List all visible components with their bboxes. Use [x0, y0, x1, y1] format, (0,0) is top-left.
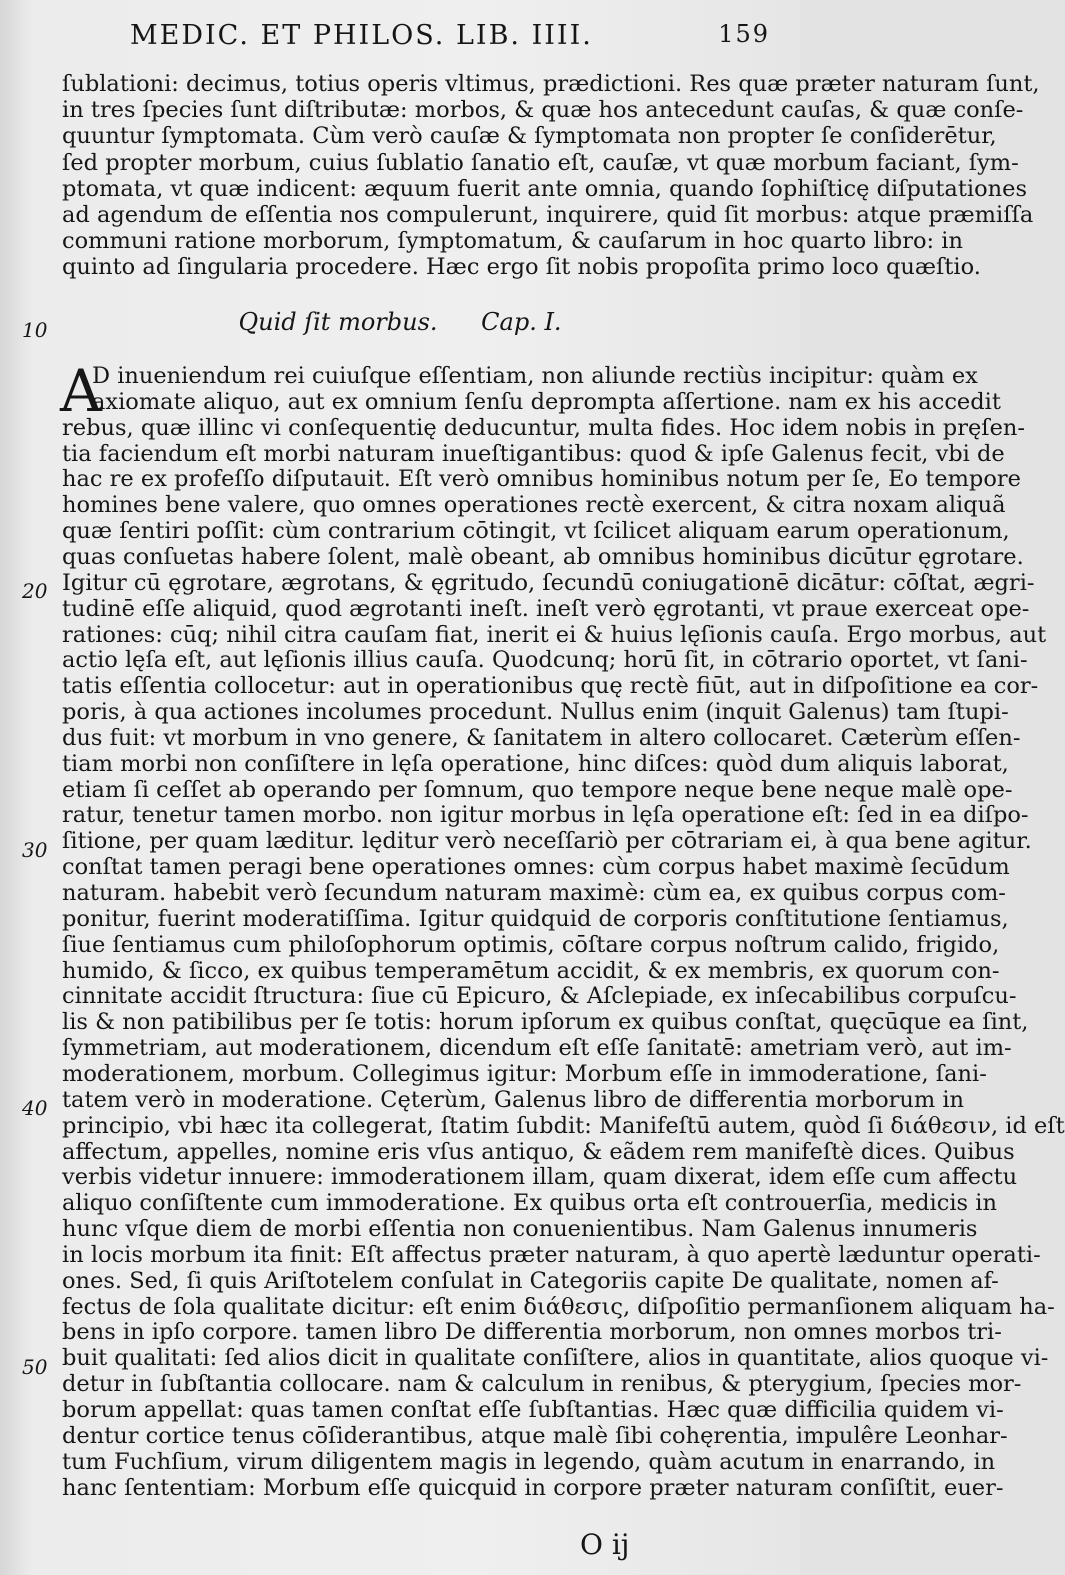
text-line: tatem verò in moderatione. Cęterùm, Galenus libro de differentia morborum in	[62, 1086, 965, 1113]
text-line: tia faciendum eſt morbi naturam inueſtigantibus: quod & ipſe Galenus fecit, vbi de	[62, 440, 1005, 467]
text-line: affectum, appelles, nomine eris vſus antiquo, & eãdem rem manifeſtè dices. Quibus	[62, 1138, 1015, 1165]
text-line: etiam ſi ceſſet ab operando per ſomnum, quo tempore neque bene neque malè ope-	[62, 776, 1013, 803]
text-line: ſublationi: decimus, totius operis vltimus, prædictioni. Res quæ præter naturam ſunt,	[62, 71, 1040, 97]
text-line: buit qualitati: ſed alios dicit in qualitate conſiſtere, alios in quantitate, alios quoque vi-	[62, 1345, 1049, 1372]
text-line: hunc vſque diem de morbi eſſentia non conuenientibus. Nam Galenus innumeris	[62, 1216, 978, 1243]
text-line: communi ratione morborum, ſymptomatum, & cauſarum in hoc quarto libro: in	[62, 228, 963, 255]
text-line: conſtat tamen peragi bene operationes omnes: cùm corpus habet maximè ſecūdum	[62, 854, 1010, 881]
text-line: Igitur cū ęgrotare, ægrotans, & ęgritudo, ſecundū coniugationē dicātur: cōſtat, ægri-	[62, 569, 1035, 596]
text-line: aliquo conſiſtente cum immoderatione. Ex quibus orta eſt controuerſia, medicis in	[62, 1190, 997, 1217]
text-line: bens in ipſo corpore. tamen libro De differentia morborum, non omnes morbos tri-	[62, 1319, 1002, 1346]
text-line: in locis morbum ita finit: Eſt affectus præter naturam, à quo apertè læduntur operati-	[62, 1241, 1041, 1268]
text-line: ptomata, vt quæ indicent: æquum fuerit ante omnia, quando ſophiſticę diſputationes	[62, 175, 1027, 202]
text-line: ponitur, fuerint moderatiſſima. Igitur quidquid de corporis conſtitutione ſentiamus,	[62, 905, 1009, 932]
line-number-margin: 10	[22, 318, 48, 342]
text-line: ſitione, per quam læditur. lęditur verò neceſſariò per cōtrariam ei, à qua bene agitur.	[62, 828, 1032, 855]
text-line: tum Fuchſium, virum diligentem magis in legendo, quàm acutum in enarrando, in	[62, 1448, 996, 1475]
text-line: hac re ex profeſſo diſputauit. Eſt verò omnibus hominibus notum per ſe, Eo tempore	[62, 466, 1021, 493]
text-line: lis & non patibilibus per ſe totis: horum ipſorum ex quibus conſtat, quęcūque ea ſint,	[62, 1009, 1029, 1036]
text-line: fectus de ſola qualitate dicitur: eſt enim διάθεσις, diſpoſitio permanſionem aliquam ha-	[62, 1293, 1055, 1320]
text-line: naturam. habebit verò ſecundum naturam maximè: cùm ea, ex quibus corpus com-	[62, 880, 1006, 906]
signature-mark: O ij	[580, 1528, 630, 1561]
text-line: in tres ſpecies ſunt diſtributæ: morbos, & quæ hos antecedunt cauſas, & quæ conſe-	[62, 97, 1024, 124]
text-line: tatis eſſentia collocetur: aut in operationibus quę rectè fiūt, aut in diſpoſitione ea cor-	[62, 673, 1039, 700]
running-title: MEDIC. ET PHILOS. LIB. IIII.	[130, 20, 593, 51]
line-number-margin: 30	[22, 838, 48, 862]
text-line: quas conſuetas habere ſolent, malè obeant, ab omnibus hominibus dicūtur ęgrotare.	[62, 543, 1024, 570]
text-line: rationes: cūq; nihil citra cauſam fiat, inerit ei & huius lęſionis cauſa. Ergo morbus, aut	[62, 621, 1047, 648]
text-line: moderationem, morbum. Collegimus igitur: Morbum eſſe in immoderatione, ſani-	[62, 1060, 987, 1087]
text-line: D inueniendum rei cuiuſque eſſentiam, non aliunde rectiùs incipitur: quàm ex	[92, 363, 978, 389]
text-line: ad agendum de eſſentia nos compulerunt, inquirere, quid ſit morbus: atque præmiſſa	[62, 202, 1034, 228]
text-line: detur in ſubſtantia collocare. nam & calculum in renibus, & pterygium, ſpecies mor-	[62, 1371, 1022, 1398]
text-line: homines bene valere, quo omnes operationes rectè exercent, & citra noxam aliquã	[62, 492, 1006, 519]
chapter-heading	[0, 308, 800, 336]
text-line: ratur, tenetur tamen morbo. non igitur morbus in lęſa operatione eſt: ſed in ea diſpo-	[62, 802, 1029, 829]
text-line: verbis videtur innuere: immoderationem illam, quam dixerat, idem eſſe cum affectu	[62, 1164, 1018, 1191]
text-line: axiomate aliquo, aut ex omnium ſenſu deprompta aſſertione. nam ex his accedit	[92, 388, 1001, 415]
text-line: humido, & ſicco, ex quibus temperamētum accidit, & ex membris, ex quorum con-	[62, 957, 1000, 984]
chapter-title: Quid ſit morbus.	[238, 308, 438, 336]
text-line: poris, à qua actiones incolumes procedunt. Nullus enim (inquit Galenus) tam ſtupi-	[62, 699, 1009, 726]
text-line: ſiue ſentiamus cum philoſophorum optimis, cōſtare corpus noſtrum calido, frigido,	[62, 931, 1000, 958]
text-line: ſymmetriam, aut moderationem, dicendum eſt eſſe ſanitatē: ametriam verò, aut im-	[62, 1035, 1012, 1062]
text-line: tiam morbi non conſiſtere in lęſa operatione, hinc diſces: quòd dum aliquis laborat,	[62, 750, 1009, 777]
text-line: actio lęſa eſt, aut lęſionis illius cauſa. Quodcunq; horū ſit, in cōtrario oportet, vt ſani-	[62, 647, 1028, 674]
text-line: quæ ſentiri poſſit: cùm contrarium cōtingit, vt ſcilicet aliquam earum operationum,	[62, 518, 1010, 545]
text-line: cinnitate accidit ſtructura: ſiue cū Epicuro, & Aſclepiade, ex inſecabilibus corpuſcu-	[62, 983, 1017, 1010]
text-line: hanc ſententiam: Morbum eſſe quicquid in corpore præter naturam conſiſtit, euer-	[62, 1474, 1004, 1501]
line-number-margin: 50	[22, 1355, 48, 1379]
text-line: principio, vbi hæc ita collegerat, ſtatim ſubdit: Manifeſtū autem, quòd ſi διάθεσιν, id eſt	[62, 1112, 1065, 1139]
page-number: 159	[718, 20, 770, 48]
text-line: rebus, quæ illinc vi conſequentię deducuntur, multa fides. Hoc idem nobis in pręſen-	[62, 414, 1026, 441]
text-line: borum appellat: quas tamen conſtat eſſe ſubſtantias. Hæc quæ difficilia quidem vi-	[62, 1397, 1004, 1423]
text-line: dus fuit: vt morbum in vno genere, & ſanitatem in altero collocaret. Cæterùm eſſen-	[62, 724, 1021, 751]
text-line: tudinē eſſe aliquid, quod ægrotanti ineſt. ineſt verò ęgrotanti, vt praue exerceat ope-	[62, 595, 1030, 622]
chapter-label: Cap. I.	[481, 308, 562, 336]
running-header	[130, 20, 770, 60]
drop-capital: A	[60, 357, 102, 425]
line-number-margin: 40	[22, 1096, 48, 1120]
text-line: ſed propter morbum, cuius ſublatio ſanatio eſt, cauſæ, vt quæ morbum faciant, ſym-	[62, 149, 1019, 176]
line-number-margin: 20	[22, 579, 48, 603]
text-line: quinto ad ſingularia procedere. Hæc ergo ſit nobis propoſita primo loco quæſtio.	[62, 254, 981, 281]
text-line: ones. Sed, ſi quis Ariſtotelem conſulat in Categoriis capite De qualitate, nomen af-	[62, 1267, 999, 1294]
text-line: dentur cortice tenus cōſiderantibus, atque malè ſibi cohęrentia, impulêre Leonhar-	[62, 1422, 1008, 1449]
text-line: quuntur ſymptomata. Cùm verò cauſæ & ſymptomata non propter ſe conſiderētur,	[62, 123, 997, 150]
